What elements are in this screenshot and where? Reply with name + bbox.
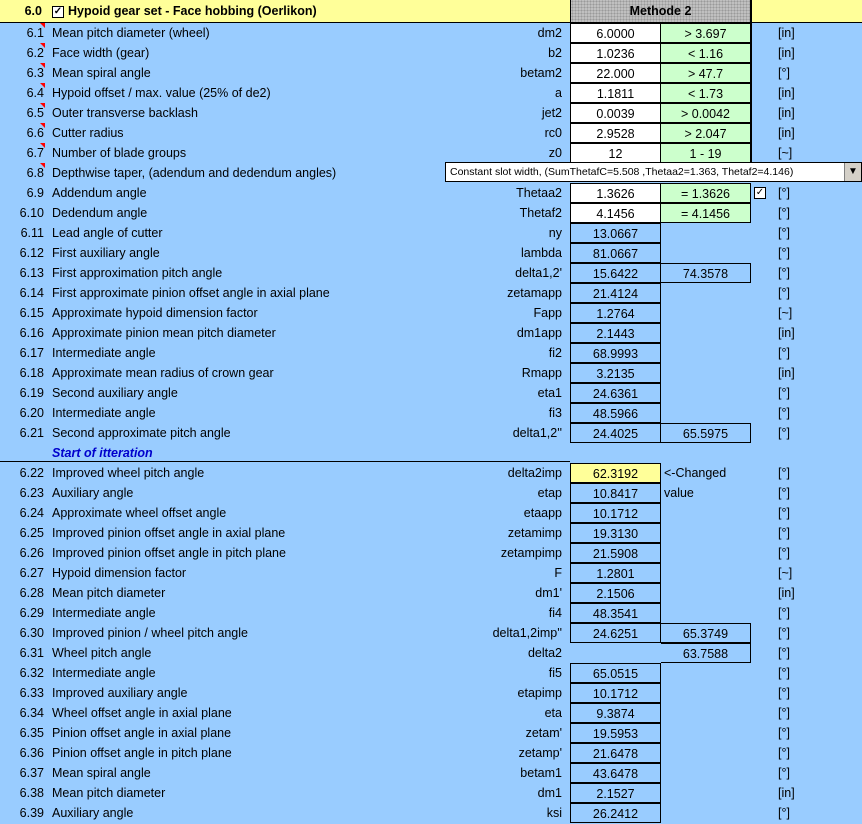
section-title: Hypoid gear set - Face hobbing (Oerlikon) — [68, 4, 317, 18]
row-label: Approximate hypoid dimension factor — [52, 306, 258, 320]
table-row — [0, 743, 862, 763]
row-number: 6.34 — [19, 706, 44, 720]
unit-label: [°] — [778, 186, 790, 200]
row-variable: z0 — [548, 146, 562, 160]
row-number: 6.25 — [19, 526, 44, 540]
limit-cell: > 3.697 — [661, 23, 751, 43]
table-row — [0, 643, 862, 663]
unit-label: [°] — [778, 706, 790, 720]
taper-dropdown-value: Constant slot width, (SumThetafC=5.508 ,Thetaa2=1.363, Thetaf2=4.146) — [450, 166, 794, 178]
unit-label: [in] — [778, 46, 795, 60]
row-number: 6.22 — [19, 466, 44, 480]
table-row — [0, 403, 862, 423]
row-label: Addendum angle — [52, 186, 147, 200]
unit-label: [°] — [778, 346, 790, 360]
row-label: Depthwise taper, (adendum and dedendum angles) — [52, 166, 337, 180]
row-label: First auxiliary angle — [52, 246, 160, 260]
row-label: Improved pinion offset angle in axial plane — [52, 526, 286, 540]
unit-label: [°] — [778, 246, 790, 260]
unit-label: [in] — [778, 366, 795, 380]
value-cell[interactable]: 4.1456 — [570, 203, 661, 223]
row-label: Hypoid dimension factor — [52, 566, 187, 580]
row-label: Auxiliary angle — [52, 486, 134, 500]
table-row — [0, 43, 862, 63]
unit-label: [in] — [778, 586, 795, 600]
value-cell[interactable]: 1.0236 — [570, 43, 661, 63]
row-variable: Fapp — [533, 306, 562, 320]
value-cell: 10.8417 — [570, 483, 661, 503]
row-variable: Thetaf2 — [519, 206, 562, 220]
value-cell: 3.2135 — [570, 363, 661, 383]
row-label: Outer transverse backlash — [52, 106, 198, 120]
row-number: 6.29 — [19, 606, 44, 620]
row-label: First approximation pitch angle — [52, 266, 223, 280]
section-title-wrap — [52, 0, 317, 22]
table-row — [0, 23, 862, 43]
value-cell: 13.0667 — [570, 223, 661, 243]
row-label: Hypoid offset / max. value (25% of de2) — [52, 86, 271, 100]
row-number: 6.2 — [26, 46, 44, 60]
value-cell: 2.1527 — [570, 783, 661, 803]
row-variable: fi5 — [548, 666, 562, 680]
value-cell[interactable]: 1.1811 — [570, 83, 661, 103]
row-number: 6.32 — [19, 666, 44, 680]
unit-label: [°] — [778, 66, 790, 80]
unit-label: [°] — [778, 466, 790, 480]
value-cell: 19.5953 — [570, 723, 661, 743]
column-divider — [751, 22, 752, 162]
table-row — [0, 543, 862, 563]
row-variable: betam1 — [520, 766, 562, 780]
unit-label: [°] — [778, 526, 790, 540]
row-label: Mean spiral angle — [52, 766, 151, 780]
method-header[interactable]: Methode 2 — [570, 0, 751, 22]
row-number: 6.26 — [19, 546, 44, 560]
unit-label: [°] — [778, 766, 790, 780]
row-variable: dm1 — [537, 786, 562, 800]
row-variable: etaapp — [523, 506, 562, 520]
table-row — [0, 663, 862, 683]
unit-label: [°] — [778, 686, 790, 700]
limit-cell: 1 - 19 — [661, 143, 751, 163]
row-label: Improved pinion / wheel pitch angle — [52, 626, 248, 640]
value-cell: 1.2801 — [570, 563, 661, 583]
row-label: Intermediate angle — [52, 346, 156, 360]
value-cell: 62.3192 — [570, 463, 661, 483]
unit-label: [in] — [778, 26, 795, 40]
row-label: Dedendum angle — [52, 206, 148, 220]
unit-label: [°] — [778, 406, 790, 420]
table-row — [0, 263, 862, 283]
value-cell: 68.9993 — [570, 343, 661, 363]
addendum-lock-checkbox[interactable]: ✓ — [755, 187, 765, 198]
row-label: First approximate pinion offset angle in axial plane — [52, 286, 330, 300]
value-cell[interactable]: 12 — [570, 143, 661, 163]
row-variable: lambda — [521, 246, 562, 260]
row-variable: delta1,2'' — [512, 426, 562, 440]
table-row — [0, 683, 862, 703]
chevron-down-icon[interactable]: ▼ — [844, 163, 861, 181]
row-label: Approximate wheel offset angle — [52, 506, 227, 520]
row-label: Intermediate angle — [52, 666, 156, 680]
row-variable: delta2 — [527, 646, 562, 660]
row-label: Improved auxiliary angle — [52, 686, 188, 700]
row-number: 6.19 — [19, 386, 44, 400]
row-label: Improved wheel pitch angle — [52, 466, 205, 480]
unit-label: [~] — [778, 146, 793, 160]
unit-label: [in] — [778, 86, 795, 100]
value-cell: 21.5908 — [570, 543, 661, 563]
table-row — [0, 583, 862, 603]
value-cell: 24.4025 — [570, 423, 661, 443]
row-label: Mean pitch diameter — [52, 786, 166, 800]
row-number: 6.20 — [19, 406, 44, 420]
row-variable: eta — [544, 706, 562, 720]
row-variable: etap — [537, 486, 562, 500]
row-number: 6.24 — [19, 506, 44, 520]
row-label: Mean spiral angle — [52, 66, 151, 80]
row-number: 6.36 — [19, 746, 44, 760]
value-cell[interactable]: 22.000 — [570, 63, 661, 83]
row-variable: rc0 — [544, 126, 562, 140]
unit-label: [°] — [778, 626, 790, 640]
row-number: 6.21 — [19, 426, 44, 440]
secondary-value-cell: 65.3749 — [661, 623, 751, 643]
row-variable: ksi — [546, 806, 562, 820]
row-variable: dm1app — [516, 326, 562, 340]
row-number: 6.9 — [26, 186, 44, 200]
value-cell: 1.2764 — [570, 303, 661, 323]
taper-dropdown[interactable] — [445, 162, 862, 182]
row-number: 6.8 — [26, 166, 44, 180]
unit-label: [in] — [778, 326, 795, 340]
row-number: 6.17 — [19, 346, 44, 360]
row-variable: dm1' — [535, 586, 562, 600]
row-number: 6.35 — [19, 726, 44, 740]
unit-label: [°] — [778, 546, 790, 560]
value-cell: 48.3541 — [570, 603, 661, 623]
row-label: Pinion offset angle in pitch plane — [52, 746, 232, 760]
value-cell: 19.3130 — [570, 523, 661, 543]
row-number: 6.18 — [19, 366, 44, 380]
value-cell: 10.1712 — [570, 503, 661, 523]
row-variable: ny — [548, 226, 562, 240]
unit-label: [°] — [778, 226, 790, 240]
unit-label: [°] — [778, 746, 790, 760]
table-row — [0, 763, 862, 783]
table-row — [0, 623, 862, 643]
row-label: Auxiliary angle — [52, 806, 134, 820]
row-variable: etapimp — [517, 686, 562, 700]
row-variable: b2 — [548, 46, 562, 60]
unit-label: [°] — [778, 506, 790, 520]
unit-label: [°] — [778, 426, 790, 440]
row-label: Lead angle of cutter — [52, 226, 163, 240]
table-row — [0, 103, 862, 123]
row-label: Second auxiliary angle — [52, 386, 178, 400]
table-row — [0, 183, 862, 203]
row-variable: eta1 — [537, 386, 562, 400]
unit-label: [°] — [778, 206, 790, 220]
value-cell: 9.3874 — [570, 703, 661, 723]
row-label: Second approximate pitch angle — [52, 426, 231, 440]
table-row — [0, 143, 862, 163]
changed-value-note: <-Changed value — [664, 466, 727, 500]
value-cell[interactable]: 6.0000 — [570, 23, 661, 43]
limit-cell: < 1.16 — [661, 43, 751, 63]
section-checkbox[interactable]: ✓ — [53, 5, 63, 17]
row-label: Approximate mean radius of crown gear — [52, 366, 274, 380]
unit-label: [°] — [778, 486, 790, 500]
row-number: 6.7 — [26, 146, 44, 160]
secondary-value-cell: 74.3578 — [661, 263, 751, 283]
section-number: 6.0 — [24, 4, 42, 18]
row-variable: jet2 — [541, 106, 562, 120]
value-cell: 24.6251 — [570, 623, 661, 643]
iteration-title: Start of itteration — [52, 446, 153, 460]
row-label: Mean pitch diameter — [52, 586, 166, 600]
table-row — [0, 243, 862, 263]
header-divider — [751, 0, 752, 22]
table-row — [0, 363, 862, 383]
table-row — [0, 423, 862, 443]
table-row — [0, 483, 862, 503]
row-number: 6.12 — [19, 246, 44, 260]
row-number: 6.15 — [19, 306, 44, 320]
row-number: 6.28 — [19, 586, 44, 600]
row-number: 6.6 — [26, 126, 44, 140]
unit-label: [°] — [778, 266, 790, 280]
unit-label: [°] — [778, 286, 790, 300]
row-number: 6.31 — [19, 646, 44, 660]
unit-label: [°] — [778, 806, 790, 820]
row-label: Intermediate angle — [52, 606, 156, 620]
row-number: 6.3 — [26, 66, 44, 80]
table-row — [0, 563, 862, 583]
table-row — [0, 303, 862, 323]
row-variable: dm2 — [537, 26, 562, 40]
value-cell: 15.6422 — [570, 263, 661, 283]
row-variable: Rmapp — [521, 366, 562, 380]
value-cell: 24.6361 — [570, 383, 661, 403]
table-row — [0, 703, 862, 723]
secondary-value-cell: 63.7588 — [661, 643, 751, 663]
value-cell: 10.1712 — [570, 683, 661, 703]
row-variable: a — [555, 86, 562, 100]
value-cell[interactable]: 1.3626 — [570, 183, 661, 203]
row-variable: betam2 — [520, 66, 562, 80]
row-number: 6.27 — [19, 566, 44, 580]
limit-cell: = 4.1456 — [661, 203, 751, 223]
value-cell: 43.6478 — [570, 763, 661, 783]
row-variable: zetamapp — [507, 286, 562, 300]
table-row — [0, 63, 862, 83]
unit-label: [°] — [778, 726, 790, 740]
table-row — [0, 123, 862, 143]
row-variable: zetam' — [525, 726, 562, 740]
unit-label: [°] — [778, 646, 790, 660]
row-variable: delta2imp — [507, 466, 562, 480]
table-row — [0, 803, 862, 823]
row-label: Cutter radius — [52, 126, 124, 140]
row-number: 6.11 — [20, 226, 44, 240]
unit-label: [in] — [778, 126, 795, 140]
row-label: Intermediate angle — [52, 406, 156, 420]
table-row — [0, 343, 862, 363]
row-variable: Thetaa2 — [516, 186, 562, 200]
unit-label: [in] — [778, 786, 795, 800]
table-row — [0, 283, 862, 303]
row-variable: zetamimp — [507, 526, 562, 540]
value-cell: 65.0515 — [570, 663, 661, 683]
row-label: Wheel pitch angle — [52, 646, 152, 660]
row-label: Improved pinion offset angle in pitch plane — [52, 546, 286, 560]
row-number: 6.38 — [19, 786, 44, 800]
row-variable: zetamp' — [518, 746, 562, 760]
row-number: 6.30 — [19, 626, 44, 640]
value-cell: 48.5966 — [570, 403, 661, 423]
row-variable: fi3 — [548, 406, 562, 420]
table-row — [0, 523, 862, 543]
secondary-value-cell: 65.5975 — [661, 423, 751, 443]
row-variable: fi2 — [548, 346, 562, 360]
row-label: Face width (gear) — [52, 46, 150, 60]
table-row — [0, 503, 862, 523]
limit-cell: > 2.047 — [661, 123, 751, 143]
row-number: 6.5 — [26, 106, 44, 120]
row-number: 6.33 — [19, 686, 44, 700]
row-variable: F — [554, 566, 562, 580]
row-number: 6.37 — [19, 766, 44, 780]
limit-cell: > 47.7 — [661, 63, 751, 83]
row-number: 6.16 — [19, 326, 44, 340]
row-number: 6.23 — [19, 486, 44, 500]
unit-label: [°] — [778, 606, 790, 620]
table-row — [0, 383, 862, 403]
unit-label: [in] — [778, 106, 795, 120]
value-cell: 81.0667 — [570, 243, 661, 263]
limit-cell: > 0.0042 — [661, 103, 751, 123]
row-variable: delta1,2' — [515, 266, 562, 280]
unit-label: [~] — [778, 306, 793, 320]
table-row — [0, 203, 862, 223]
value-cell[interactable]: 0.0039 — [570, 103, 661, 123]
value-cell: 21.4124 — [570, 283, 661, 303]
limit-cell: < 1.73 — [661, 83, 751, 103]
table-row — [0, 723, 862, 743]
row-number: 6.14 — [19, 286, 44, 300]
row-number: 6.10 — [19, 206, 44, 220]
section-header — [0, 0, 862, 23]
row-variable: zetampimp — [500, 546, 562, 560]
unit-label: [°] — [778, 666, 790, 680]
row-number: 6.1 — [26, 26, 44, 40]
table-row — [0, 783, 862, 803]
limit-cell: = 1.3626 — [661, 183, 751, 203]
row-variable: delta1,2imp'' — [492, 626, 562, 640]
table-row — [0, 603, 862, 623]
table-row — [0, 83, 862, 103]
unit-label: [°] — [778, 386, 790, 400]
row-number: 6.13 — [19, 266, 44, 280]
row-number: 6.4 — [26, 86, 44, 100]
value-cell[interactable]: 2.9528 — [570, 123, 661, 143]
row-label: Wheel offset angle in axial plane — [52, 706, 232, 720]
value-cell: 2.1506 — [570, 583, 661, 603]
row-label: Number of blade groups — [52, 146, 187, 160]
table-row — [0, 223, 862, 243]
row-label: Approximate pinion mean pitch diameter — [52, 326, 276, 340]
unit-label: [~] — [778, 566, 793, 580]
value-cell: 26.2412 — [570, 803, 661, 823]
row-number: 6.39 — [19, 806, 44, 820]
row-label: Mean pitch diameter (wheel) — [52, 26, 210, 40]
value-cell: 21.6478 — [570, 743, 661, 763]
value-cell: 2.1443 — [570, 323, 661, 343]
table-row — [0, 323, 862, 343]
row-variable: fi4 — [548, 606, 562, 620]
row-label: Pinion offset angle in axial plane — [52, 726, 232, 740]
